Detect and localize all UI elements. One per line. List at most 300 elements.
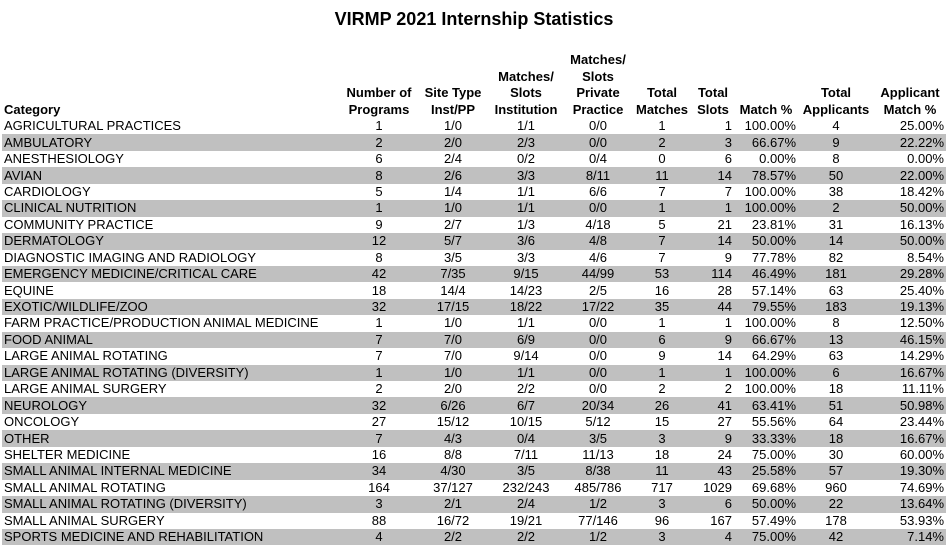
header-line: Slots: [582, 68, 614, 84]
table-row: [2, 365, 946, 381]
cell-total-applicants: 51: [798, 397, 874, 413]
cell-programs: 32: [340, 397, 418, 413]
cell-slots-pp: 485/786: [574, 479, 622, 495]
cell-site-type: 2/0: [443, 381, 463, 397]
cell-category: EXOTIC/WILDLIFE/ZOO: [2, 299, 340, 315]
cell-match-pct: 57.49%: [751, 512, 796, 528]
cell-applicant-match: 50.00%: [874, 200, 946, 216]
cell-slots-inst: 1/3: [516, 216, 536, 232]
cell-slots-inst: 9/15: [488, 266, 564, 282]
cell-total-slots: 21: [717, 216, 732, 232]
cell-site-type: 7/0: [418, 332, 488, 348]
header-line: [4, 52, 338, 69]
cell-slots-pp: 0/0: [588, 381, 608, 397]
cell-match-pct: 0.00%: [759, 151, 796, 167]
cell-slots-pp: 5/12: [585, 414, 611, 430]
page-title: VIRMP 2021 Internship Statistics: [334, 9, 614, 29]
cell-programs: 1: [375, 315, 383, 331]
cell-total-matches: 3: [632, 529, 692, 545]
cell-match-pct: 100.00%: [734, 365, 798, 381]
cell-slots-pp: 4/18: [585, 216, 611, 232]
cell-category: FARM PRACTICE/PRODUCTION ANIMAL MEDICINE: [4, 315, 319, 331]
header-line: [736, 69, 796, 86]
cell-total-applicants: 8: [832, 315, 840, 331]
cell-slots-pp: 11/13: [582, 446, 614, 462]
cell-total-slots: 9: [692, 332, 734, 348]
cell-programs: 2: [375, 381, 383, 397]
header-line: [342, 69, 416, 86]
cell-total-applicants: 82: [828, 249, 844, 265]
cell-slots-inst: 6/9: [488, 332, 564, 348]
cell-slots-pp: 77/146: [578, 512, 618, 528]
header-line: [876, 69, 944, 86]
column-header-match-pct: [734, 52, 798, 118]
cell-applicant-match: 46.15%: [874, 332, 946, 348]
header-line: Institution: [494, 101, 558, 117]
cell-applicant-match: 14.29%: [899, 348, 944, 364]
cell-applicant-match: 18.42%: [899, 183, 944, 199]
cell-category: ONCOLOGY: [4, 414, 80, 430]
cell-total-matches: 35: [632, 299, 692, 315]
cell-applicant-match: 25.00%: [899, 118, 944, 134]
cell-category: EQUINE: [4, 282, 54, 298]
cell-total-matches: 11: [632, 167, 692, 183]
cell-applicant-match: 16.13%: [899, 216, 944, 232]
cell-programs: 88: [371, 512, 387, 528]
table-row: [2, 332, 946, 348]
table-row: [2, 529, 946, 545]
cell-slots-pp: 1/2: [564, 529, 632, 545]
cell-site-type: 15/12: [436, 414, 470, 430]
cell-slots-pp: 8/11: [564, 167, 632, 183]
cell-slots-inst: 3/3: [516, 249, 536, 265]
cell-applicant-match: 22.00%: [874, 167, 946, 183]
cell-category: LARGE ANIMAL SURGERY: [4, 381, 167, 397]
cell-applicant-match: 60.00%: [899, 446, 944, 462]
cell-match-pct: 77.78%: [751, 249, 796, 265]
cell-site-type: 2/0: [418, 134, 488, 150]
cell-total-slots: 27: [717, 414, 732, 430]
header-line: Matches: [635, 101, 689, 117]
cell-programs: 164: [368, 479, 390, 495]
cell-applicant-match: 11.11%: [901, 381, 944, 397]
cell-applicant-match: 23.44%: [899, 414, 944, 430]
cell-category: NEUROLOGY: [2, 397, 340, 413]
cell-slots-pp: 1/2: [564, 496, 632, 512]
table-row: [2, 151, 946, 167]
cell-slots-pp: 2/5: [588, 282, 608, 298]
cell-slots-inst: 9/14: [513, 348, 539, 364]
cell-match-pct: 100.00%: [744, 183, 796, 199]
statistics-table: [2, 52, 946, 545]
cell-match-pct: 66.67%: [734, 332, 798, 348]
cell-applicant-match: 0.00%: [907, 151, 944, 167]
cell-slots-inst: 19/21: [509, 512, 543, 528]
cell-total-slots: 43: [692, 463, 734, 479]
cell-slots-inst: 1/1: [516, 183, 536, 199]
header-line: [800, 52, 872, 69]
header-line: Slots: [510, 85, 542, 100]
cell-match-pct: 100.00%: [744, 315, 796, 331]
cell-total-applicants: 38: [828, 183, 844, 199]
cell-total-matches: 15: [654, 414, 670, 430]
cell-total-slots: 1: [692, 200, 734, 216]
cell-applicant-match: 74.69%: [899, 479, 944, 495]
column-header-slots-pp: [564, 52, 632, 118]
cell-programs: 18: [371, 282, 387, 298]
cell-total-matches: 7: [658, 249, 666, 265]
cell-category: CLINICAL NUTRITION: [2, 200, 340, 216]
cell-total-slots: 2: [724, 381, 732, 397]
cell-total-matches: 96: [654, 512, 670, 528]
cell-site-type: 1/4: [443, 183, 463, 199]
cell-site-type: 3/5: [443, 249, 463, 265]
cell-match-pct: 33.33%: [734, 430, 798, 446]
cell-programs: 2: [340, 134, 418, 150]
cell-total-applicants: 13: [798, 332, 874, 348]
cell-match-pct: 69.68%: [751, 479, 796, 495]
cell-programs: 6: [375, 151, 383, 167]
cell-total-slots: 6: [692, 496, 734, 512]
header-line: Private: [576, 85, 620, 100]
cell-slots-inst: 2/3: [488, 134, 564, 150]
cell-total-slots: 24: [717, 446, 732, 462]
header-line: [420, 69, 486, 86]
cell-site-type: 1/0: [443, 118, 463, 134]
cell-total-applicants: 6: [798, 365, 874, 381]
cell-slots-inst: 1/1: [516, 315, 536, 331]
cell-total-matches: 26: [632, 397, 692, 413]
cell-site-type: 4/30: [418, 463, 488, 479]
cell-programs: 1: [340, 200, 418, 216]
cell-total-matches: 2: [632, 134, 692, 150]
cell-slots-inst: 0/4: [488, 430, 564, 446]
cell-programs: 42: [340, 266, 418, 282]
cell-category: DERMATOLOGY: [2, 233, 340, 249]
cell-programs: 1: [375, 118, 383, 134]
cell-total-matches: 3: [632, 430, 692, 446]
cell-total-slots: 3: [692, 134, 734, 150]
cell-match-pct: 55.56%: [751, 414, 796, 430]
cell-slots-inst: 1/1: [488, 200, 564, 216]
cell-match-pct: 64.29%: [751, 348, 796, 364]
header-line: Site Type: [424, 85, 482, 100]
cell-category: SPORTS MEDICINE AND REHABILITATION: [2, 529, 340, 545]
cell-site-type: 6/26: [418, 397, 488, 413]
cell-slots-inst: 232/243: [502, 479, 550, 495]
table-row: [2, 414, 946, 430]
table-row: [2, 463, 946, 479]
cell-slots-inst: 18/22: [488, 299, 564, 315]
cell-total-slots: 1: [724, 315, 732, 331]
header-line: Total: [646, 85, 678, 100]
header-line: [876, 52, 944, 69]
cell-site-type: 7/0: [443, 348, 463, 364]
cell-total-matches: 16: [654, 282, 670, 298]
cell-total-slots: 9: [692, 430, 734, 446]
cell-slots-inst: 1/1: [488, 365, 564, 381]
header-line: [736, 85, 796, 102]
column-header-total-slots: [692, 52, 734, 118]
cell-total-applicants: 4: [832, 118, 840, 134]
cell-applicant-match: 22.22%: [874, 134, 946, 150]
column-header-total-applicants: [798, 52, 874, 118]
cell-total-slots: 14: [717, 348, 732, 364]
table-row: [2, 299, 946, 315]
cell-programs: 34: [340, 463, 418, 479]
cell-total-matches: 717: [651, 479, 673, 495]
table-header: [2, 52, 946, 118]
header-line: Practice: [572, 101, 624, 117]
cell-applicant-match: 16.67%: [874, 430, 946, 446]
cell-total-matches: 1: [632, 200, 692, 216]
cell-total-applicants: 50: [798, 167, 874, 183]
cell-total-slots: 28: [717, 282, 732, 298]
cell-slots-pp: 0/0: [588, 118, 608, 134]
cell-total-slots: 167: [710, 512, 732, 528]
cell-slots-pp: 17/22: [564, 299, 632, 315]
cell-total-applicants: 181: [798, 266, 874, 282]
cell-programs: 8: [340, 167, 418, 183]
header-line: Slots: [697, 101, 729, 117]
cell-total-applicants: 63: [828, 282, 844, 298]
header-line: [694, 69, 732, 86]
cell-applicant-match: 19.13%: [874, 299, 946, 315]
cell-category: AMBULATORY: [2, 134, 340, 150]
cell-slots-pp: 0/0: [564, 200, 632, 216]
cell-slots-pp: 0/4: [588, 151, 608, 167]
cell-slots-pp: 0/0: [588, 348, 608, 364]
cell-site-type: 7/35: [418, 266, 488, 282]
column-header-total-matches: [632, 52, 692, 118]
cell-total-applicants: 960: [825, 479, 847, 495]
cell-site-type: 2/4: [443, 151, 463, 167]
cell-slots-inst: 3/3: [488, 167, 564, 183]
cell-total-slots: 1: [692, 365, 734, 381]
cell-site-type: 1/0: [418, 365, 488, 381]
header-line: Applicant: [880, 85, 940, 100]
cell-slots-inst: 1/1: [516, 118, 536, 134]
header-line: [4, 85, 338, 102]
cell-applicant-match: 19.30%: [874, 463, 946, 479]
cell-programs: 12: [340, 233, 418, 249]
header-line: [4, 69, 338, 86]
cell-total-slots: 6: [724, 151, 732, 167]
cell-slots-pp: 0/0: [564, 134, 632, 150]
cell-total-matches: 7: [658, 183, 666, 199]
table-row: [2, 315, 946, 331]
cell-slots-pp: 6/6: [588, 183, 608, 199]
cell-total-applicants: 8: [832, 151, 840, 167]
cell-match-pct: 75.00%: [734, 529, 798, 545]
cell-total-matches: 1: [658, 118, 666, 134]
cell-total-applicants: 178: [825, 512, 847, 528]
cell-match-pct: 79.55%: [734, 299, 798, 315]
cell-slots-inst: 0/2: [516, 151, 536, 167]
header-line: Inst/PP: [430, 101, 476, 117]
cell-programs: 9: [375, 216, 383, 232]
cell-match-pct: 23.81%: [751, 216, 796, 232]
cell-total-matches: 3: [632, 496, 692, 512]
column-header-programs: [340, 52, 418, 118]
table-row: [2, 381, 946, 397]
cell-slots-inst: 6/7: [488, 397, 564, 413]
header-line: [342, 52, 416, 69]
cell-total-slots: 14: [692, 233, 734, 249]
header-line: [800, 69, 872, 86]
header-line: Programs: [348, 101, 410, 117]
cell-total-slots: 4: [692, 529, 734, 545]
cell-slots-pp: 0/0: [564, 332, 632, 348]
header-line: [420, 52, 486, 69]
cell-total-applicants: 2: [798, 200, 874, 216]
cell-total-applicants: 9: [798, 134, 874, 150]
cell-applicant-match: 50.00%: [874, 233, 946, 249]
cell-slots-pp: 0/0: [588, 315, 608, 331]
cell-match-pct: 78.57%: [734, 167, 798, 183]
table-row: [2, 134, 946, 150]
table-row: [2, 447, 946, 463]
cell-site-type: 14/4: [440, 282, 466, 298]
cell-site-type: 37/127: [433, 479, 473, 495]
cell-site-type: 2/7: [443, 216, 463, 232]
cell-slots-inst: 2/2: [516, 381, 536, 397]
cell-slots-inst: 2/4: [488, 496, 564, 512]
table-row: [2, 167, 946, 183]
cell-category: SMALL ANIMAL ROTATING: [4, 479, 166, 495]
table-body: [2, 118, 946, 545]
cell-slots-pp: 4/8: [564, 233, 632, 249]
header-line: Category: [4, 101, 61, 117]
cell-site-type: 2/2: [418, 529, 488, 545]
cell-applicant-match: 12.50%: [899, 315, 944, 331]
table-row: [2, 184, 946, 200]
cell-site-type: 2/1: [418, 496, 488, 512]
cell-total-slots: 114: [692, 266, 734, 282]
cell-total-matches: 7: [632, 233, 692, 249]
cell-match-pct: 50.00%: [734, 233, 798, 249]
cell-site-type: 5/7: [418, 233, 488, 249]
header-line: [634, 52, 690, 69]
cell-total-applicants: 22: [798, 496, 874, 512]
cell-match-pct: 46.49%: [734, 266, 798, 282]
column-header-site-type: [418, 52, 488, 118]
cell-category: DIAGNOSTIC IMAGING AND RADIOLOGY: [4, 249, 257, 265]
cell-programs: 7: [340, 430, 418, 446]
table-row: [2, 348, 946, 364]
cell-applicant-match: 25.40%: [899, 282, 944, 298]
table-row: [2, 496, 946, 512]
cell-total-applicants: 64: [828, 414, 844, 430]
cell-slots-pp: 3/5: [564, 430, 632, 446]
column-header-slots-inst: [488, 52, 564, 118]
cell-slots-pp: 8/38: [564, 463, 632, 479]
cell-total-slots: 41: [692, 397, 734, 413]
cell-site-type: 8/8: [443, 446, 463, 462]
table-row: [2, 233, 946, 249]
table-row: [2, 513, 946, 529]
cell-total-matches: 53: [632, 266, 692, 282]
cell-programs: 1: [340, 365, 418, 381]
cell-programs: 5: [375, 183, 383, 199]
cell-category: LARGE ANIMAL ROTATING (DIVERSITY): [2, 365, 340, 381]
header-line: Matches/: [570, 52, 626, 67]
cell-site-type: 17/15: [418, 299, 488, 315]
cell-total-matches: 18: [654, 446, 670, 462]
cell-site-type: 1/0: [443, 315, 463, 331]
cell-total-applicants: 31: [828, 216, 844, 232]
cell-slots-pp: 20/34: [564, 397, 632, 413]
header-line: Total: [697, 85, 729, 100]
cell-category: CARDIOLOGY: [4, 183, 91, 199]
header-line: Match %: [739, 101, 793, 117]
header-line: [694, 52, 732, 69]
cell-category: EMERGENCY MEDICINE/CRITICAL CARE: [2, 266, 340, 282]
cell-total-applicants: 42: [798, 529, 874, 545]
cell-total-matches: 1: [658, 315, 666, 331]
cell-slots-inst: 7/11: [513, 446, 539, 462]
cell-applicant-match: 50.98%: [874, 397, 946, 413]
cell-total-matches: 2: [658, 381, 666, 397]
table-row: [2, 397, 946, 413]
cell-applicant-match: 7.14%: [874, 529, 946, 545]
cell-category: SHELTER MEDICINE: [4, 446, 131, 462]
cell-total-matches: 11: [632, 463, 692, 479]
cell-category: FOOD ANIMAL: [2, 332, 340, 348]
cell-category: LARGE ANIMAL ROTATING: [4, 348, 168, 364]
cell-site-type: 1/0: [418, 200, 488, 216]
cell-category: ANESTHESIOLOGY: [4, 151, 124, 167]
cell-applicant-match: 13.64%: [874, 496, 946, 512]
cell-total-slots: 1029: [703, 479, 732, 495]
header-line: Applicants: [802, 101, 870, 117]
cell-match-pct: 100.00%: [734, 200, 798, 216]
cell-total-slots: 7: [724, 183, 732, 199]
cell-applicant-match: 29.28%: [874, 266, 946, 282]
cell-total-applicants: 18: [798, 430, 874, 446]
cell-total-applicants: 183: [798, 299, 874, 315]
cell-total-applicants: 57: [798, 463, 874, 479]
cell-applicant-match: 16.67%: [874, 365, 946, 381]
header-line: Total: [820, 85, 852, 100]
cell-site-type: 4/3: [418, 430, 488, 446]
cell-match-pct: 100.00%: [744, 381, 796, 397]
cell-programs: 8: [375, 249, 383, 265]
cell-match-pct: 25.58%: [734, 463, 798, 479]
table-row: [2, 266, 946, 282]
table-row: [2, 118, 946, 134]
cell-total-slots: 1: [724, 118, 732, 134]
cell-programs: 4: [340, 529, 418, 545]
cell-match-pct: 63.41%: [734, 397, 798, 413]
cell-category: SMALL ANIMAL ROTATING (DIVERSITY): [2, 496, 340, 512]
cell-total-matches: 6: [632, 332, 692, 348]
cell-category: SMALL ANIMAL SURGERY: [4, 512, 165, 528]
cell-total-applicants: 18: [828, 381, 844, 397]
cell-total-matches: 9: [658, 348, 666, 364]
header-line: [490, 52, 562, 69]
cell-site-type: 16/72: [436, 512, 470, 528]
cell-total-matches: 0: [658, 151, 666, 167]
cell-total-slots: 9: [724, 249, 732, 265]
table-row: [2, 480, 946, 496]
table-row: [2, 200, 946, 216]
cell-total-slots: 14: [692, 167, 734, 183]
cell-programs: 32: [340, 299, 418, 315]
table-row: [2, 282, 946, 298]
cell-slots-pp: 0/0: [564, 365, 632, 381]
cell-match-pct: 100.00%: [744, 118, 796, 134]
